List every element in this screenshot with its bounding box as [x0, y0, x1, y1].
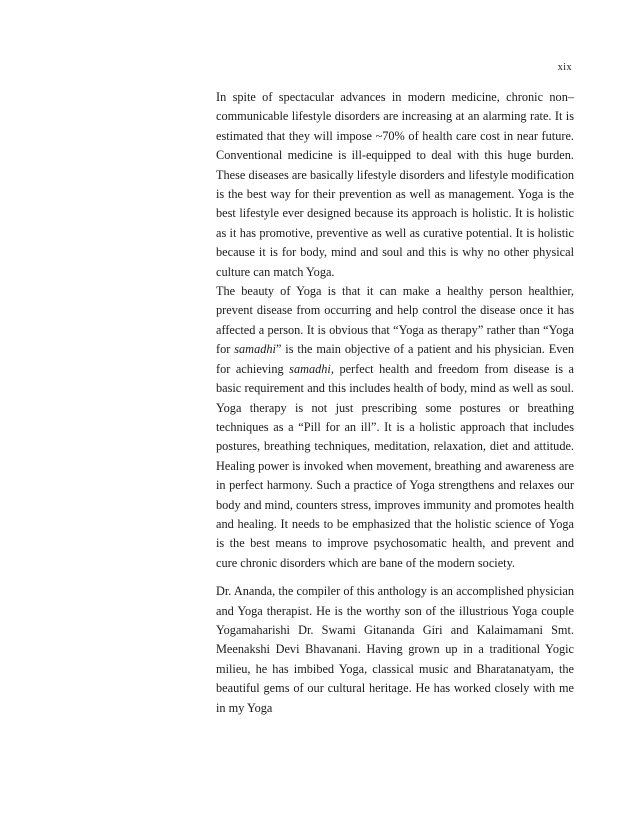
paragraph-3-text: Dr. Ananda, the compiler of this anthology is an accomplished physician and Yoga therapist. He is the worthy son of the illustrious Yoga couple Yogamaharishi Dr. Swami Gitananda Giri and Kalaimamani Smt. Meenakshi Devi Bhavanani. Having grown up in a traditional Yogic milieu, he has imbibed Yoga, classical music and Bharatanatyam, the beautiful gems of our cultural heritage. He has worked closely with me in my Yoga	[216, 584, 574, 715]
page-number: xix	[557, 62, 572, 73]
paragraph-1	[216, 88, 574, 282]
paragraph-2-text-2: ” is the main objective of a patient and his physician. Even for achieving	[216, 342, 574, 376]
paragraph-1-text: In spite of spectacular advances in modern medicine, chronic non–communicable lifestyle disorders are increasing at an alarming rate. It is estimated that they will impose ~70% of health care cost in near future. Conventional medicine is ill-equipped to deal with this huge burden. These diseases are basically lifestyle disorders and lifestyle modification is the best way for their prevention as well as management. Yoga is the best lifestyle ever designed because its approach is holistic. It is holistic as it has promotive, preventive as well as curative potential. It is holistic because it is for body, mind and soul and this is why no other physical culture can match Yoga.	[216, 90, 574, 279]
body-text	[216, 88, 574, 718]
paragraph-2-text-1: The beauty of Yoga is that it can make a healthy person healthier, prevent disease from occurring and help control the disease once it has affected a person. It is obvious that “Yoga as therapy” rather than “Yoga for	[216, 284, 574, 357]
paragraph-2-italic-term-2: samadhi	[289, 361, 331, 376]
paragraph-2	[216, 282, 574, 573]
paragraph-2-italic-term-1: samadhi	[234, 342, 276, 357]
paragraph-3	[216, 582, 574, 718]
paragraph-2-text-3: , perfect health and freedom from disease is a basic requirement and this includes health of body, mind as well as soul. Yoga therapy is not just prescribing some postures or breathing techniques as a “Pill for an ill”. It is a holistic approach that includes postures, breathing techniques, meditation, relaxation, diet and attitude. Healing power is invoked when movement, breathing and awareness are in perfect harmony. Such a practice of Yoga strengthens and relaxes our body and mind, counters stress, improves immunity and promotes health and healing. It needs to be emphasized that the holistic science of Yoga is the best means to improve psychosomatic health, and prevent and cure chronic disorders which are bane of the modern society.	[216, 361, 574, 570]
